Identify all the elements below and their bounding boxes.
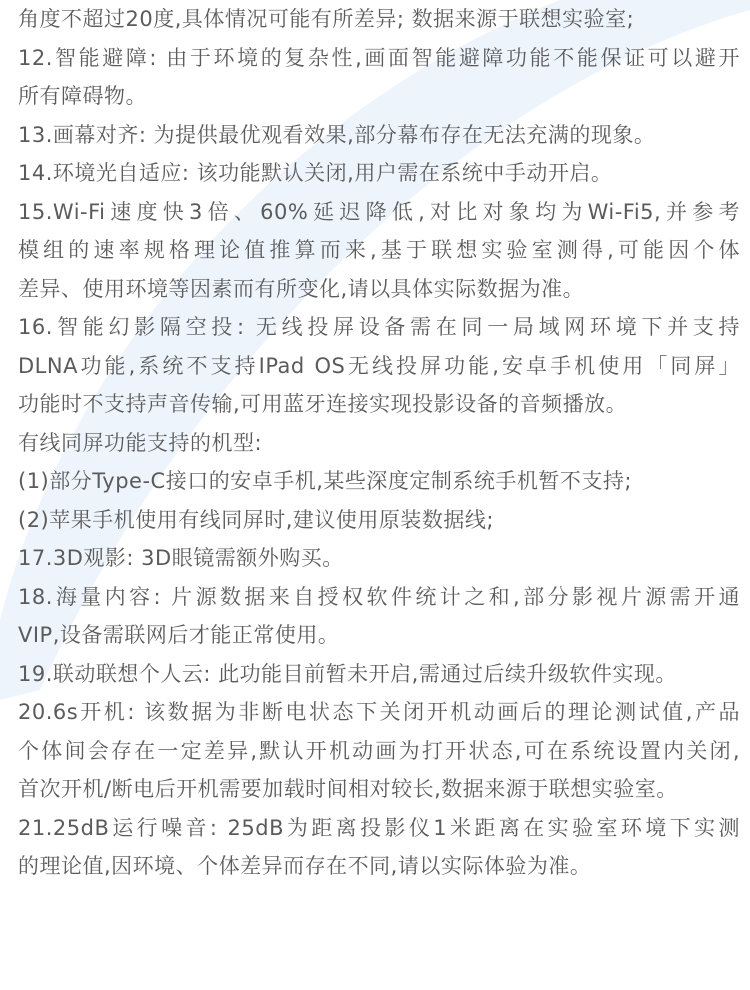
note-line: (2)苹果手机使用有线同屏时,建议使用原装数据线;	[18, 507, 494, 532]
note-line: 18.海量内容: 片源数据来自授权软件统计之和,部分影视片源需开通	[18, 584, 740, 609]
note-line: 14.环境光自适应: 该功能默认关闭,用户需在系统中手动开启。	[18, 161, 613, 185]
note-line: 差异、使用环境等因素而有所变化,请以具体实际数据为准。	[18, 276, 585, 301]
note-line: 19.联动联想个人云: 此功能目前暂未开启,需通过后续升级软件实现。	[18, 661, 677, 686]
note-line: 有线同屏功能支持的机型:	[18, 430, 263, 455]
note-line: 首次开机/断电后开机需要加载时间相对较长,数据来源于联想实验室。	[18, 777, 678, 801]
note-line: 17.3D观影: 3D眼镜需额外购买。	[18, 546, 344, 570]
note-line: 13.画幕对齐: 为提供最优观看效果,部分幕布存在无法充满的现象。	[18, 122, 656, 147]
note-line: 20.6s开机: 该数据为非断电状态下关闭开机动画后的理论测试值,产品	[18, 700, 740, 724]
note-line: 角度不超过20度,具体情况可能有所差异; 数据来源于联想实验室;	[18, 7, 635, 31]
note-line: 12.智能避障: 由于环境的复杂性,画面智能避障功能不能保证可以避开	[18, 45, 740, 70]
note-line: 16.智能幻影隔空投: 无线投屏设备需在同一局域网环境下并支持	[18, 315, 740, 339]
footnotes-section	[18, 0, 740, 886]
note-line: VIP,设备需联网后才能正常使用。	[18, 623, 340, 647]
note-line: 模组的速率规格理论值推算而来,基于联想实验室测得,可能因个体	[18, 238, 740, 262]
note-line: (1)部分Type-C接口的安卓手机,某些深度定制系统手机暂不支持;	[18, 469, 632, 493]
note-line: DLNA功能,系统不支持IPad OS无线投屏功能,安卓手机使用「同屏」	[18, 353, 740, 378]
note-line: 个体间会存在一定差异,默认开机动画为打开状态,可在系统设置内关闭,	[18, 738, 740, 763]
note-line: 15.Wi-Fi速度快3倍、60%延迟降低,对比对象均为Wi-Fi5,并参考	[18, 199, 740, 224]
note-line: 功能时不支持声音传输,可用蓝牙连接实现投影设备的音频播放。	[18, 392, 628, 416]
note-line: 所有障碍物。	[18, 84, 147, 108]
note-line: 的理论值,因环境、个体差异而存在不同,请以实际体验为准。	[18, 854, 592, 878]
note-line: 21.25dB运行噪音: 25dB为距离投影仪1米距离在实验室环境下实测	[18, 815, 740, 840]
